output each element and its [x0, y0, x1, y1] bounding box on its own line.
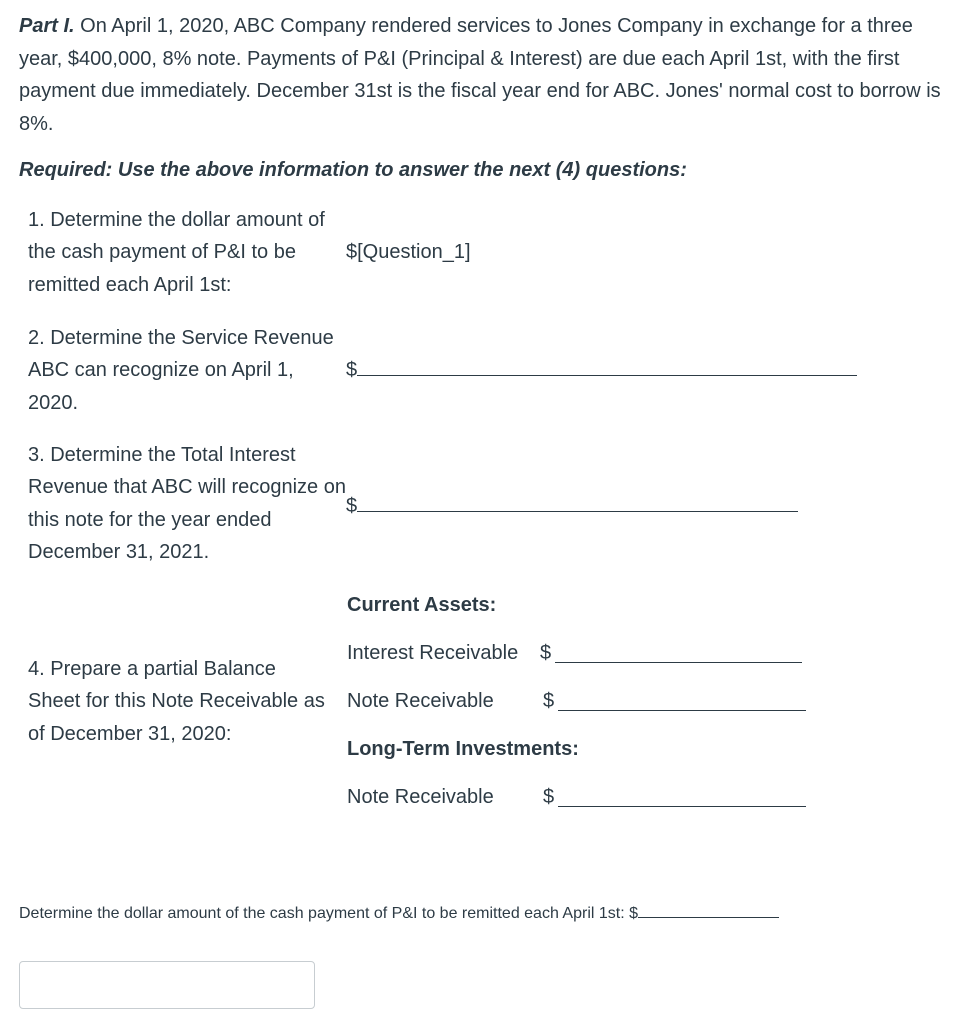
answer-blank: [558, 690, 806, 711]
interest-receivable-label: Interest Receivable: [347, 642, 519, 664]
question-2-text: 2. Determine the Service Revenue ABC can recognize on April 1, 2020.: [28, 327, 334, 414]
note-receivable-lt-row: [347, 781, 555, 813]
problem-intro: [19, 10, 944, 140]
question-3-text: 3. Determine the Total Interest Revenue that ABC will recognize on this note for the year ended December 31, 2021.: [28, 444, 346, 563]
current-assets-heading: Current Assets:: [347, 594, 497, 616]
note-receivable-current-row: [347, 685, 555, 717]
answer-blank: [555, 642, 802, 663]
dollar-sign: $: [346, 495, 358, 517]
intro-text: On April 1, 2020, ABC Company rendered services to Jones Company in exchange for a three year, $400,000, 8% note. Payments of P&I (Principal & Interest) are due each April 1st, with the first payment due immediately. December 31st is the fiscal year end for ABC. Jones' normal cost to borrow is 8%.: [19, 15, 941, 135]
dollar-sign: $: [346, 359, 358, 381]
bottom-question: [19, 901, 779, 927]
interest-receivable-row: [347, 637, 552, 669]
bottom-question-text: Determine the dollar amount of the cash payment of P&I to be remitted each April 1st: $: [19, 905, 638, 922]
required-heading: Required: Use the above information to answer the next (4) questions:: [19, 159, 687, 181]
note-receivable-current-label: Note Receivable: [347, 690, 494, 712]
answer-blank: [357, 355, 857, 376]
answer-blank: [638, 901, 779, 918]
answer-blank: [357, 491, 798, 512]
question-1-answer: $[Question_1]: [346, 241, 471, 263]
question-2-answer-line: [346, 354, 857, 386]
long-term-investments-heading: Long-Term Investments:: [347, 738, 579, 760]
dollar-sign: $: [543, 690, 555, 712]
answer-input[interactable]: [19, 961, 315, 1009]
dollar-sign: $: [540, 642, 552, 664]
question-4-text: 4. Prepare a partial Balance Sheet for this Note Receivable as of December 31, 2020:: [28, 658, 325, 745]
dollar-sign: $: [543, 786, 555, 808]
question-3-answer-line: [346, 490, 798, 522]
part-label: Part I.: [19, 15, 75, 37]
answer-blank: [558, 786, 806, 807]
question-1-text: 1. Determine the dollar amount of the cash payment of P&I to be remitted each April 1st:: [28, 209, 325, 296]
note-receivable-lt-label: Note Receivable: [347, 786, 494, 808]
